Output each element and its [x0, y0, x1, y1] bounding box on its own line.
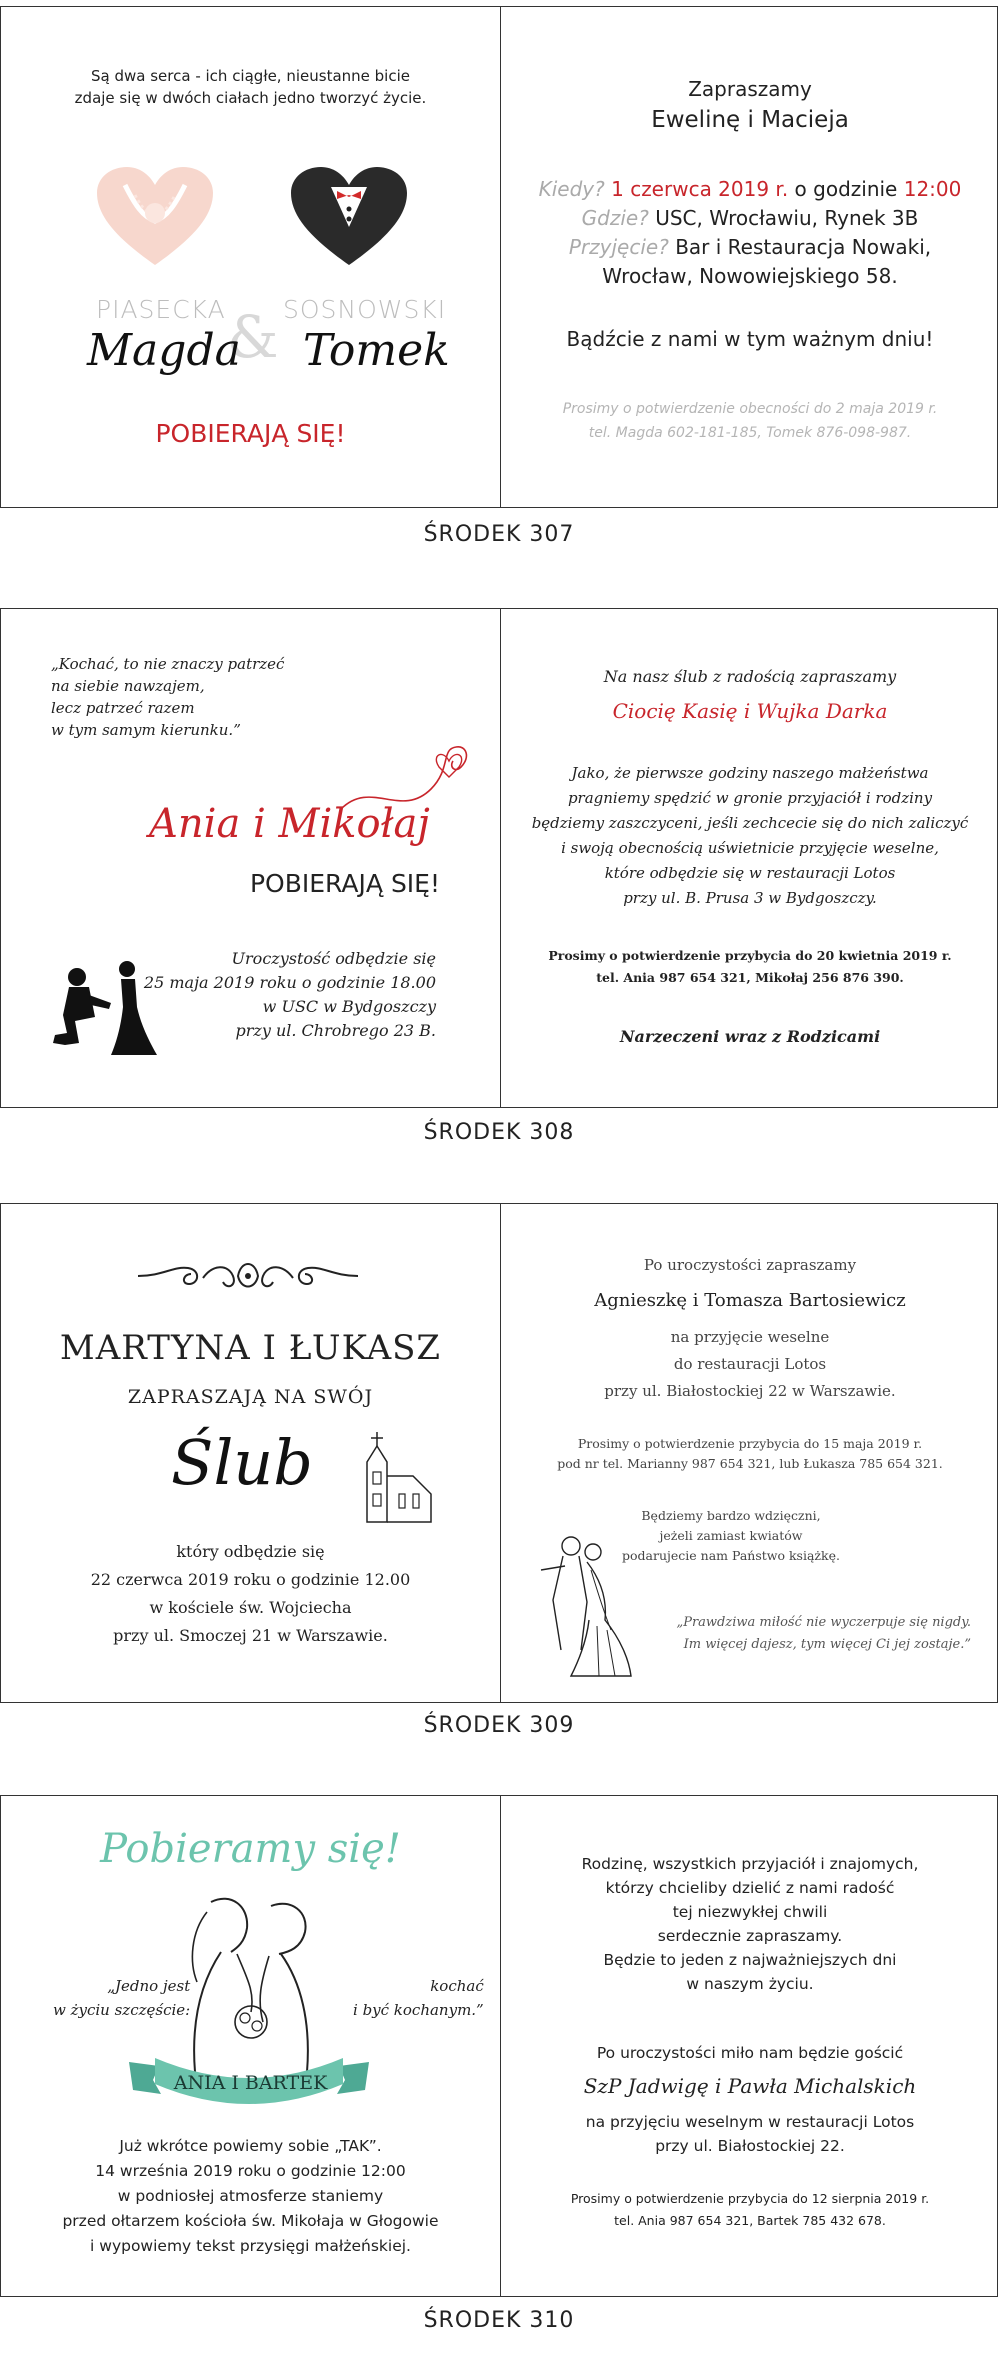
slub-word: Ślub	[171, 1426, 313, 1499]
rsvp	[501, 945, 999, 989]
quote-line: lecz patrzeć razem	[51, 699, 195, 717]
quote-line: „Kochać, to nie znaczy patrzeć	[51, 655, 285, 673]
card-caption: ŚRODEK 309	[423, 1713, 575, 1738]
detail-line: 14 września 2019 roku o godzinie 12:00	[95, 2162, 406, 2180]
quote-right	[353, 1974, 484, 2022]
detail-line: przy ul. Smoczej 21 w Warszawie.	[113, 1626, 388, 1645]
quote-line: w życiu szczęście:	[53, 2001, 191, 2019]
where-label: Gdzie?	[581, 206, 649, 230]
intro-line: Po uroczystości zapraszamy	[643, 1256, 857, 1274]
signature: Narzeczeni wraz z Rodzicami	[619, 1027, 881, 1046]
rsvp-line: Prosimy o potwierdzenie przybycia do 15 maja 2019 r.	[577, 1436, 923, 1451]
intro-line: tej niezwykłej chwili	[672, 1903, 828, 1921]
card-308-right-panel	[501, 609, 999, 1107]
reception-address: Wrocław, Nowowiejskiego 58.	[602, 264, 898, 288]
rsvp-line: tel. Ania 987 654 321, Mikołaj 256 876 390.	[596, 970, 904, 985]
intro-line: którzy chcieliby dzielić z nami radość	[605, 1879, 895, 1897]
rsvp	[501, 397, 999, 445]
ceremony-details	[1, 1538, 500, 1650]
quote-line: i być kochanym.”	[353, 2001, 484, 2019]
groom-name: Tomek	[303, 325, 450, 376]
headline: POBIERAJĄ SIĘ!	[155, 419, 346, 448]
headline: POBIERAJĄ SIĘ!	[249, 869, 440, 898]
detail-line: przed ołtarzem kościoła św. Mikołaja w Głogowie	[62, 2212, 439, 2230]
rsvp	[501, 1434, 999, 1474]
card-caption: ŚRODEK 308	[423, 1120, 575, 1145]
body-line: pragniemy spędzić w gronie przyjaciół i rodziny	[567, 789, 933, 807]
couple-names: MARTYNA I ŁUKASZ	[59, 1328, 442, 1368]
quote-line: na siebie nawzajem,	[51, 677, 205, 695]
thanks-line: Będziemy bardzo wdzięczni,	[641, 1508, 821, 1523]
intro-line: w naszym życiu.	[686, 1975, 814, 1993]
intro-line: serdecznie zapraszamy.	[657, 1927, 843, 1945]
intro-text	[501, 1852, 999, 1996]
venue-line: na przyjęcie weselne	[670, 1328, 830, 1346]
event-details	[501, 175, 999, 291]
church-icon	[357, 1432, 437, 1524]
body-line: i swoją obecnością uświetnicie przyjęcie weselne,	[561, 839, 939, 857]
card-310-left-panel	[1, 1796, 500, 2296]
closing-line: Bądźcie z nami w tym ważnym dniu!	[566, 327, 934, 351]
ceremony-line: Uroczystość odbędzie się	[231, 949, 436, 968]
ceremony-place: USC, Wrocławiu, Rynek 3B	[655, 206, 919, 230]
quote-line: zdaje się w dwóch ciałach jedno tworzyć życie.	[74, 89, 427, 107]
time-prefix: o godzinie	[794, 177, 898, 201]
dancing-couple-sketch-icon	[531, 1530, 641, 1680]
ceremony-details	[144, 947, 436, 1043]
invitation-card-309	[0, 1203, 998, 1703]
guest-names: SzP Jadwigę i Pawła Michalskich	[583, 2074, 917, 2098]
quote-line: w tym samym kierunku.”	[51, 721, 241, 739]
detail-line: Już wkrótce powiemy sobie „TAK”.	[119, 2137, 382, 2155]
card-308-left-panel	[1, 609, 500, 1107]
event-date: 1 czerwca 2019 r.	[611, 177, 789, 201]
card-caption: ŚRODEK 307	[423, 522, 575, 547]
venue-text	[501, 2110, 999, 2158]
detail-line: w podniosłej atmosferze staniemy	[117, 2187, 384, 2205]
intro-line: Będzie to jeden z najważniejszych dni	[603, 1951, 897, 1969]
headline: Pobieramy się!	[100, 1826, 401, 1872]
rsvp-line: Prosimy o potwierdzenie obecności do 2 maja 2019 r.	[562, 401, 938, 417]
venue-line: przy ul. Białostockiej 22.	[655, 2137, 845, 2155]
body-line: Jako, że pierwsze godziny naszego małżeństwa	[571, 764, 929, 782]
rsvp-line: Prosimy o potwierdzenie przybycia do 12 sierpnia 2019 r.	[570, 2191, 930, 2206]
detail-line: który odbędzie się	[176, 1542, 325, 1561]
groom-surname: SOSNOWSKI	[283, 295, 447, 324]
reception-label: Przyjęcie?	[568, 235, 669, 259]
venue-line: na przyjęciu weselnym w restauracji Lotos	[585, 2113, 915, 2131]
after-line: Po uroczystości miło nam będzie gościć	[596, 2044, 904, 2062]
intro-line: Na nasz ślub z radością zapraszamy	[603, 667, 897, 686]
detail-line: w kościele św. Wojciecha	[149, 1598, 352, 1617]
groom-heart-icon	[289, 165, 409, 269]
rsvp	[501, 2188, 999, 2232]
body-line: będziemy zaszczyceni, jeśli zechcecie się do nich zaliczyć	[531, 814, 969, 832]
quote-line: „Jedno jest	[107, 1977, 191, 1995]
card-309-right-panel	[501, 1204, 999, 1702]
thanks-line: podarujecie nam Państwo książkę.	[622, 1548, 840, 1563]
detail-line: i wypowiemy tekst przysięgi małżeńskiej.	[90, 2237, 411, 2255]
card-310-right-panel	[501, 1796, 999, 2296]
rsvp-line: pod nr tel. Marianny 987 654 321, lub Łukasza 785 654 321.	[557, 1456, 943, 1471]
guest-names: Ewelinę i Macieja	[651, 107, 849, 133]
reception-place: Bar i Restauracja Nowaki,	[675, 235, 932, 259]
venue-line: do restauracji Lotos	[673, 1355, 827, 1373]
guest-names: Ciocię Kasię i Wujka Darka	[612, 699, 888, 723]
quote-line: kochać	[430, 1977, 484, 1995]
venue-line: przy ul. Białostockiej 22 w Warszawie.	[604, 1382, 896, 1400]
when-label: Kiedy?	[538, 177, 605, 201]
ribbon-names: ANIA I BARTEK	[173, 2072, 328, 2094]
card-caption: ŚRODEK 310	[423, 2308, 575, 2333]
love-quote	[676, 1612, 971, 1656]
ceremony-line: przy ul. Chrobrego 23 B.	[235, 1021, 436, 1040]
body-line: które odbędzie się w restauracji Lotos	[604, 864, 896, 882]
quote-left	[53, 1974, 190, 2022]
proposal-silhouette-icon	[45, 959, 175, 1059]
venue-text	[501, 1324, 999, 1405]
ceremony-line: w USC w Bydgoszczy	[262, 997, 436, 1016]
invitation-card-307	[0, 6, 998, 508]
invite-word: Zapraszamy	[688, 77, 812, 101]
detail-line: 22 czerwca 2019 roku o godzinie 12.00	[90, 1570, 411, 1589]
quote	[1, 65, 500, 109]
bride-heart-icon	[95, 165, 215, 269]
quote-line: Są dwa serca - ich ciągłe, nieustanne bicie	[91, 67, 410, 85]
bride-surname: PIASECKA	[96, 295, 226, 324]
ceremony-line: 25 maja 2019 roku o godzinie 18.00	[143, 973, 436, 992]
couple-names: Ania i Mikołaj	[149, 801, 430, 847]
quote-line: Im więcej dajesz, tym więcej Ci jej zostaje.”	[683, 1637, 971, 1652]
guest-names: Agnieszkę i Tomasza Bartosiewicz	[594, 1290, 906, 1311]
card-309-left-panel	[1, 1204, 500, 1702]
ampersand: &	[227, 303, 279, 371]
thanks-line: jeżeli zamiast kwiatów	[659, 1528, 803, 1543]
ceremony-details	[1, 2134, 500, 2259]
body-line: przy ul. B. Prusa 3 w Bydgoszczy.	[623, 889, 877, 907]
card-307-right-panel	[501, 7, 999, 507]
rsvp-line: tel. Ania 987 654 321, Bartek 785 432 678.	[614, 2213, 886, 2228]
intro-line: Rodzinę, wszystkich przyjaciół i znajomych,	[581, 1855, 919, 1873]
rsvp-line: tel. Magda 602-181-185, Tomek 876-098-987.	[588, 425, 912, 441]
ornament-flourish-icon	[133, 1256, 363, 1296]
subtitle: ZAPRASZAJĄ NA SWÓJ	[127, 1386, 374, 1408]
card-307-left-panel	[1, 7, 500, 507]
body-text	[501, 761, 999, 911]
bride-name: Magda	[87, 325, 241, 376]
quote-line: „Prawdziwa miłość nie wyczerpuje się nigdy.	[676, 1615, 971, 1630]
quote	[51, 653, 284, 741]
rsvp-line: Prosimy o potwierdzenie przybycia do 20 kwietnia 2019 r.	[548, 948, 952, 963]
invitation-card-308	[0, 608, 998, 1108]
invitation-card-310	[0, 1795, 998, 2297]
event-time: 12:00	[903, 177, 962, 201]
